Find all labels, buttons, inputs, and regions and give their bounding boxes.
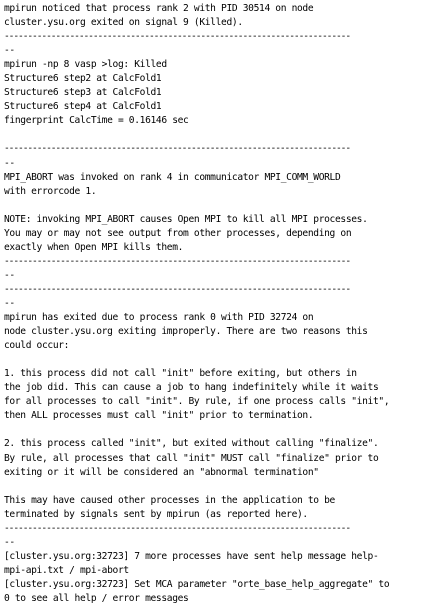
separator-line: -------------------------------------------------------------------------- — [4, 31, 351, 43]
output-line: 2. this process called "init", but exited without calling "finalize". — [4, 438, 379, 450]
output-line: MPI_ABORT was invoked on rank 4 in communicator MPI_COMM_WORLD — [4, 171, 341, 183]
output-line: -- — [4, 157, 15, 169]
output-line: cluster.ysu.org exited on signal 9 (Killed). — [4, 17, 243, 29]
output-line: could occur: — [4, 340, 70, 352]
output-line: mpirun noticed that process rank 2 with PID 30514 on node — [4, 3, 314, 14]
output-line: 1. this process did not call "init" before exiting, but others in — [4, 368, 357, 380]
output-line: -- — [4, 297, 15, 309]
output-line: -- — [4, 45, 15, 57]
output-line: then ALL processes must call "init" prior to termination. — [4, 410, 314, 422]
output-line: -- — [4, 536, 15, 548]
output-line: [cluster.ysu.org:32723] 7 more processes have sent help message help- — [4, 550, 379, 562]
separator-line: -------------------------------------------------------------------------- — [4, 143, 351, 155]
output-line: terminated by signals sent by mpirun (as reported here). — [4, 508, 308, 520]
output-line: This may have caused other processes in the application to be — [4, 494, 335, 506]
blank-line — [4, 199, 427, 213]
output-line: the job did. This can cause a job to hang indefinitely while it waits — [4, 382, 379, 394]
output-line: exactly when Open MPI kills them. — [4, 241, 184, 253]
output-line: 0 to see all help / error messages — [4, 592, 189, 604]
output-line: Structure6 step4 at CalcFold1 — [4, 101, 162, 113]
output-line: [cluster.ysu.org:32723] Set MCA parameter "orte_base_help_aggregate" to — [4, 578, 390, 590]
output-line: You may or may not see output from other processes, depending on — [4, 227, 352, 239]
output-line: with errorcode 1. — [4, 185, 97, 197]
separator-line: -------------------------------------------------------------------------- — [4, 255, 351, 267]
blank-line — [4, 128, 427, 142]
output-line: fingerprint CalcTime = 0.16146 sec — [4, 115, 189, 127]
output-line: Structure6 step2 at CalcFold1 — [4, 73, 162, 85]
output-line: By rule, all processes that call "init" MUST call "finalize" prior to — [4, 452, 379, 464]
output-line: NOTE: invoking MPI_ABORT causes Open MPI to kill all MPI processes. — [4, 213, 368, 225]
output-line: exiting or it will be considered an "abnormal termination" — [4, 466, 319, 478]
output-line: for all processes to call "init". By rule, if one process calls "init", — [4, 396, 390, 408]
output-line: -- — [4, 269, 15, 281]
blank-line — [4, 423, 427, 437]
output-line: node cluster.ysu.org exiting improperly. There are two reasons this — [4, 326, 368, 338]
blank-line — [4, 480, 427, 494]
blank-line — [4, 353, 427, 367]
output-line: mpirun -np 8 vasp >log: Killed — [4, 59, 167, 71]
output-line: Structure6 step3 at CalcFold1 — [4, 87, 162, 99]
separator-line: -------------------------------------------------------------------------- — [4, 522, 351, 534]
output-line: mpirun has exited due to process rank 0 with PID 32724 on — [4, 312, 314, 324]
separator-line: -------------------------------------------------------------------------- — [4, 283, 351, 295]
output-line: mpi-api.txt / mpi-abort — [4, 564, 129, 576]
